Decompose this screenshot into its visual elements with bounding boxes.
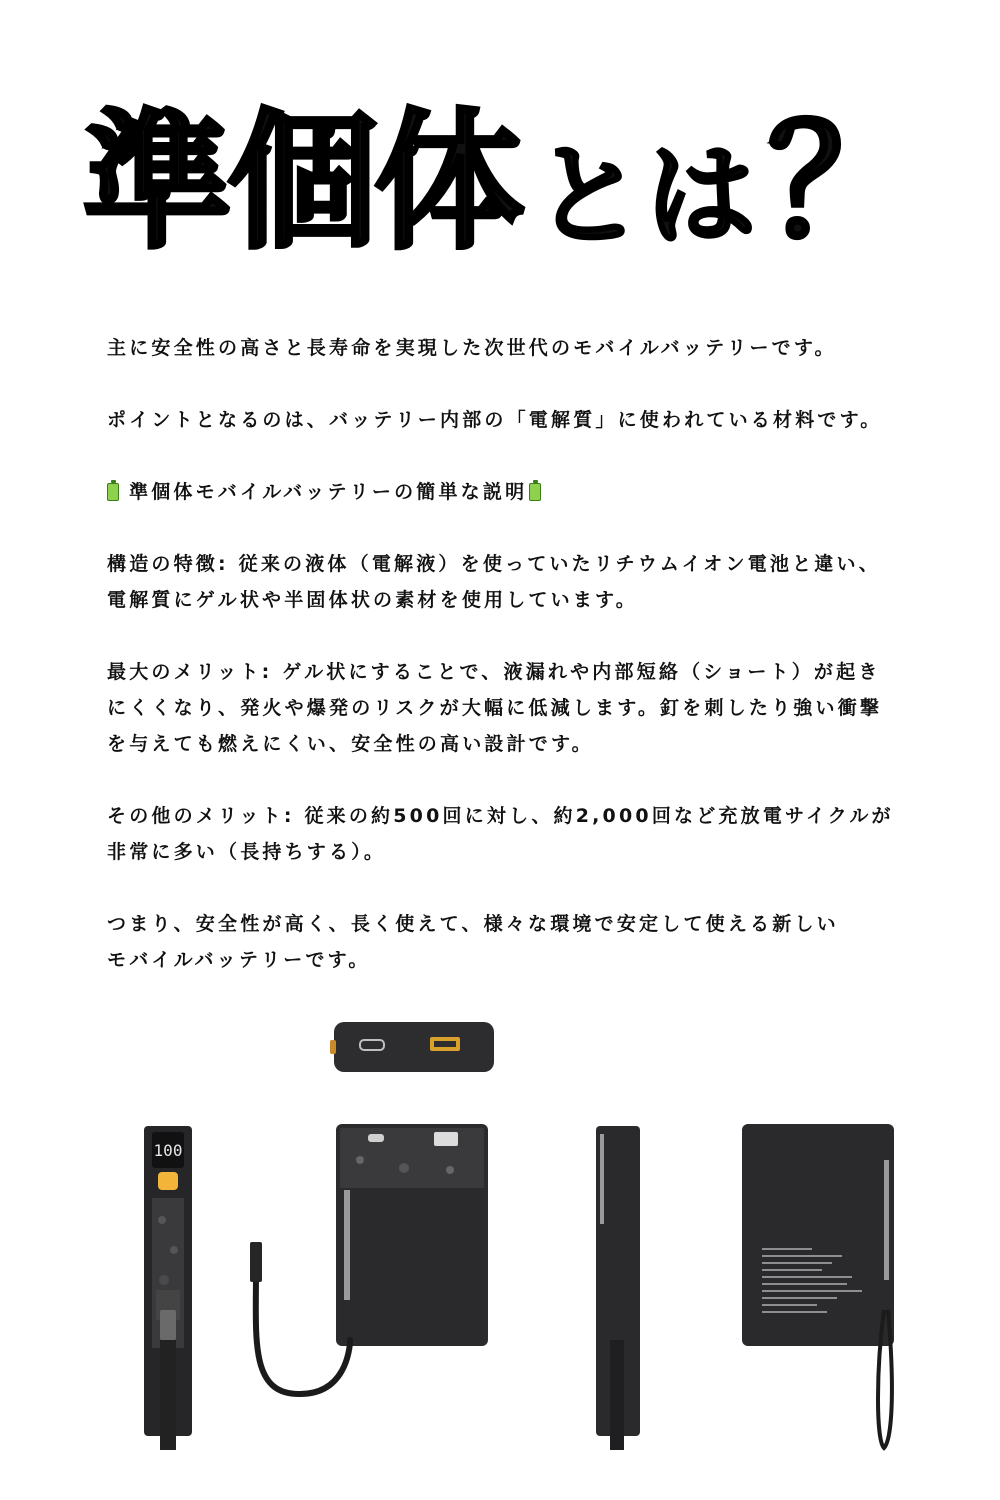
front-view-device (250, 1124, 488, 1394)
back-view-device (742, 1124, 894, 1448)
top-view-device (330, 1022, 494, 1072)
battery-icon (529, 483, 541, 501)
battery-icon (107, 483, 119, 501)
title-main: 準個体 (81, 96, 520, 270)
point-paragraph: ポイントとなるのは、バッテリー内部の「電解質」に使われている材料です。 (107, 409, 883, 431)
page-title (0, 96, 1000, 270)
svg-text:100: 100 (153, 1141, 183, 1160)
intro-paragraph: 主に安全性の高さと長寿命を実現した次世代のモバイルバッテリーです。 (107, 337, 837, 359)
summary-heading (107, 474, 927, 510)
description-body (107, 330, 927, 1014)
structure-paragraph: 構造の特徴: 従来の液体（電解液）を使っていたリチウムイオン電池と違い、 電解質にゲル状や半固体状の素材を使用しています。 (107, 553, 881, 611)
side-view-left-device (144, 1126, 192, 1450)
other-merit-paragraph: その他のメリット: 従来の約500回に対し、約2,000回など充放電サイクルが 非常に多い（長持ちする）。 (107, 805, 894, 863)
title-suffix: とは (534, 132, 758, 260)
title-question-mark: ？ (768, 96, 919, 270)
merit-paragraph: 最大のメリット: ゲル状にすることで、液漏れや内部短絡（ショート）が起き にくくなり、発火や爆発のリスクが大幅に低減します。釘を刺したり強い衝撃 を与えても燃えにくい、安全性の高い設計です。 (107, 661, 883, 755)
side-view-right-device (596, 1126, 640, 1450)
product-views-illustration (0, 1010, 1000, 1480)
conclusion-paragraph: つまり、安全性が高く、長く使えて、様々な環境で安定して使える新しい モバイルバッテリーです。 (107, 913, 839, 971)
summary-heading-text: 準個体モバイルバッテリーの簡単な説明 (129, 481, 528, 503)
